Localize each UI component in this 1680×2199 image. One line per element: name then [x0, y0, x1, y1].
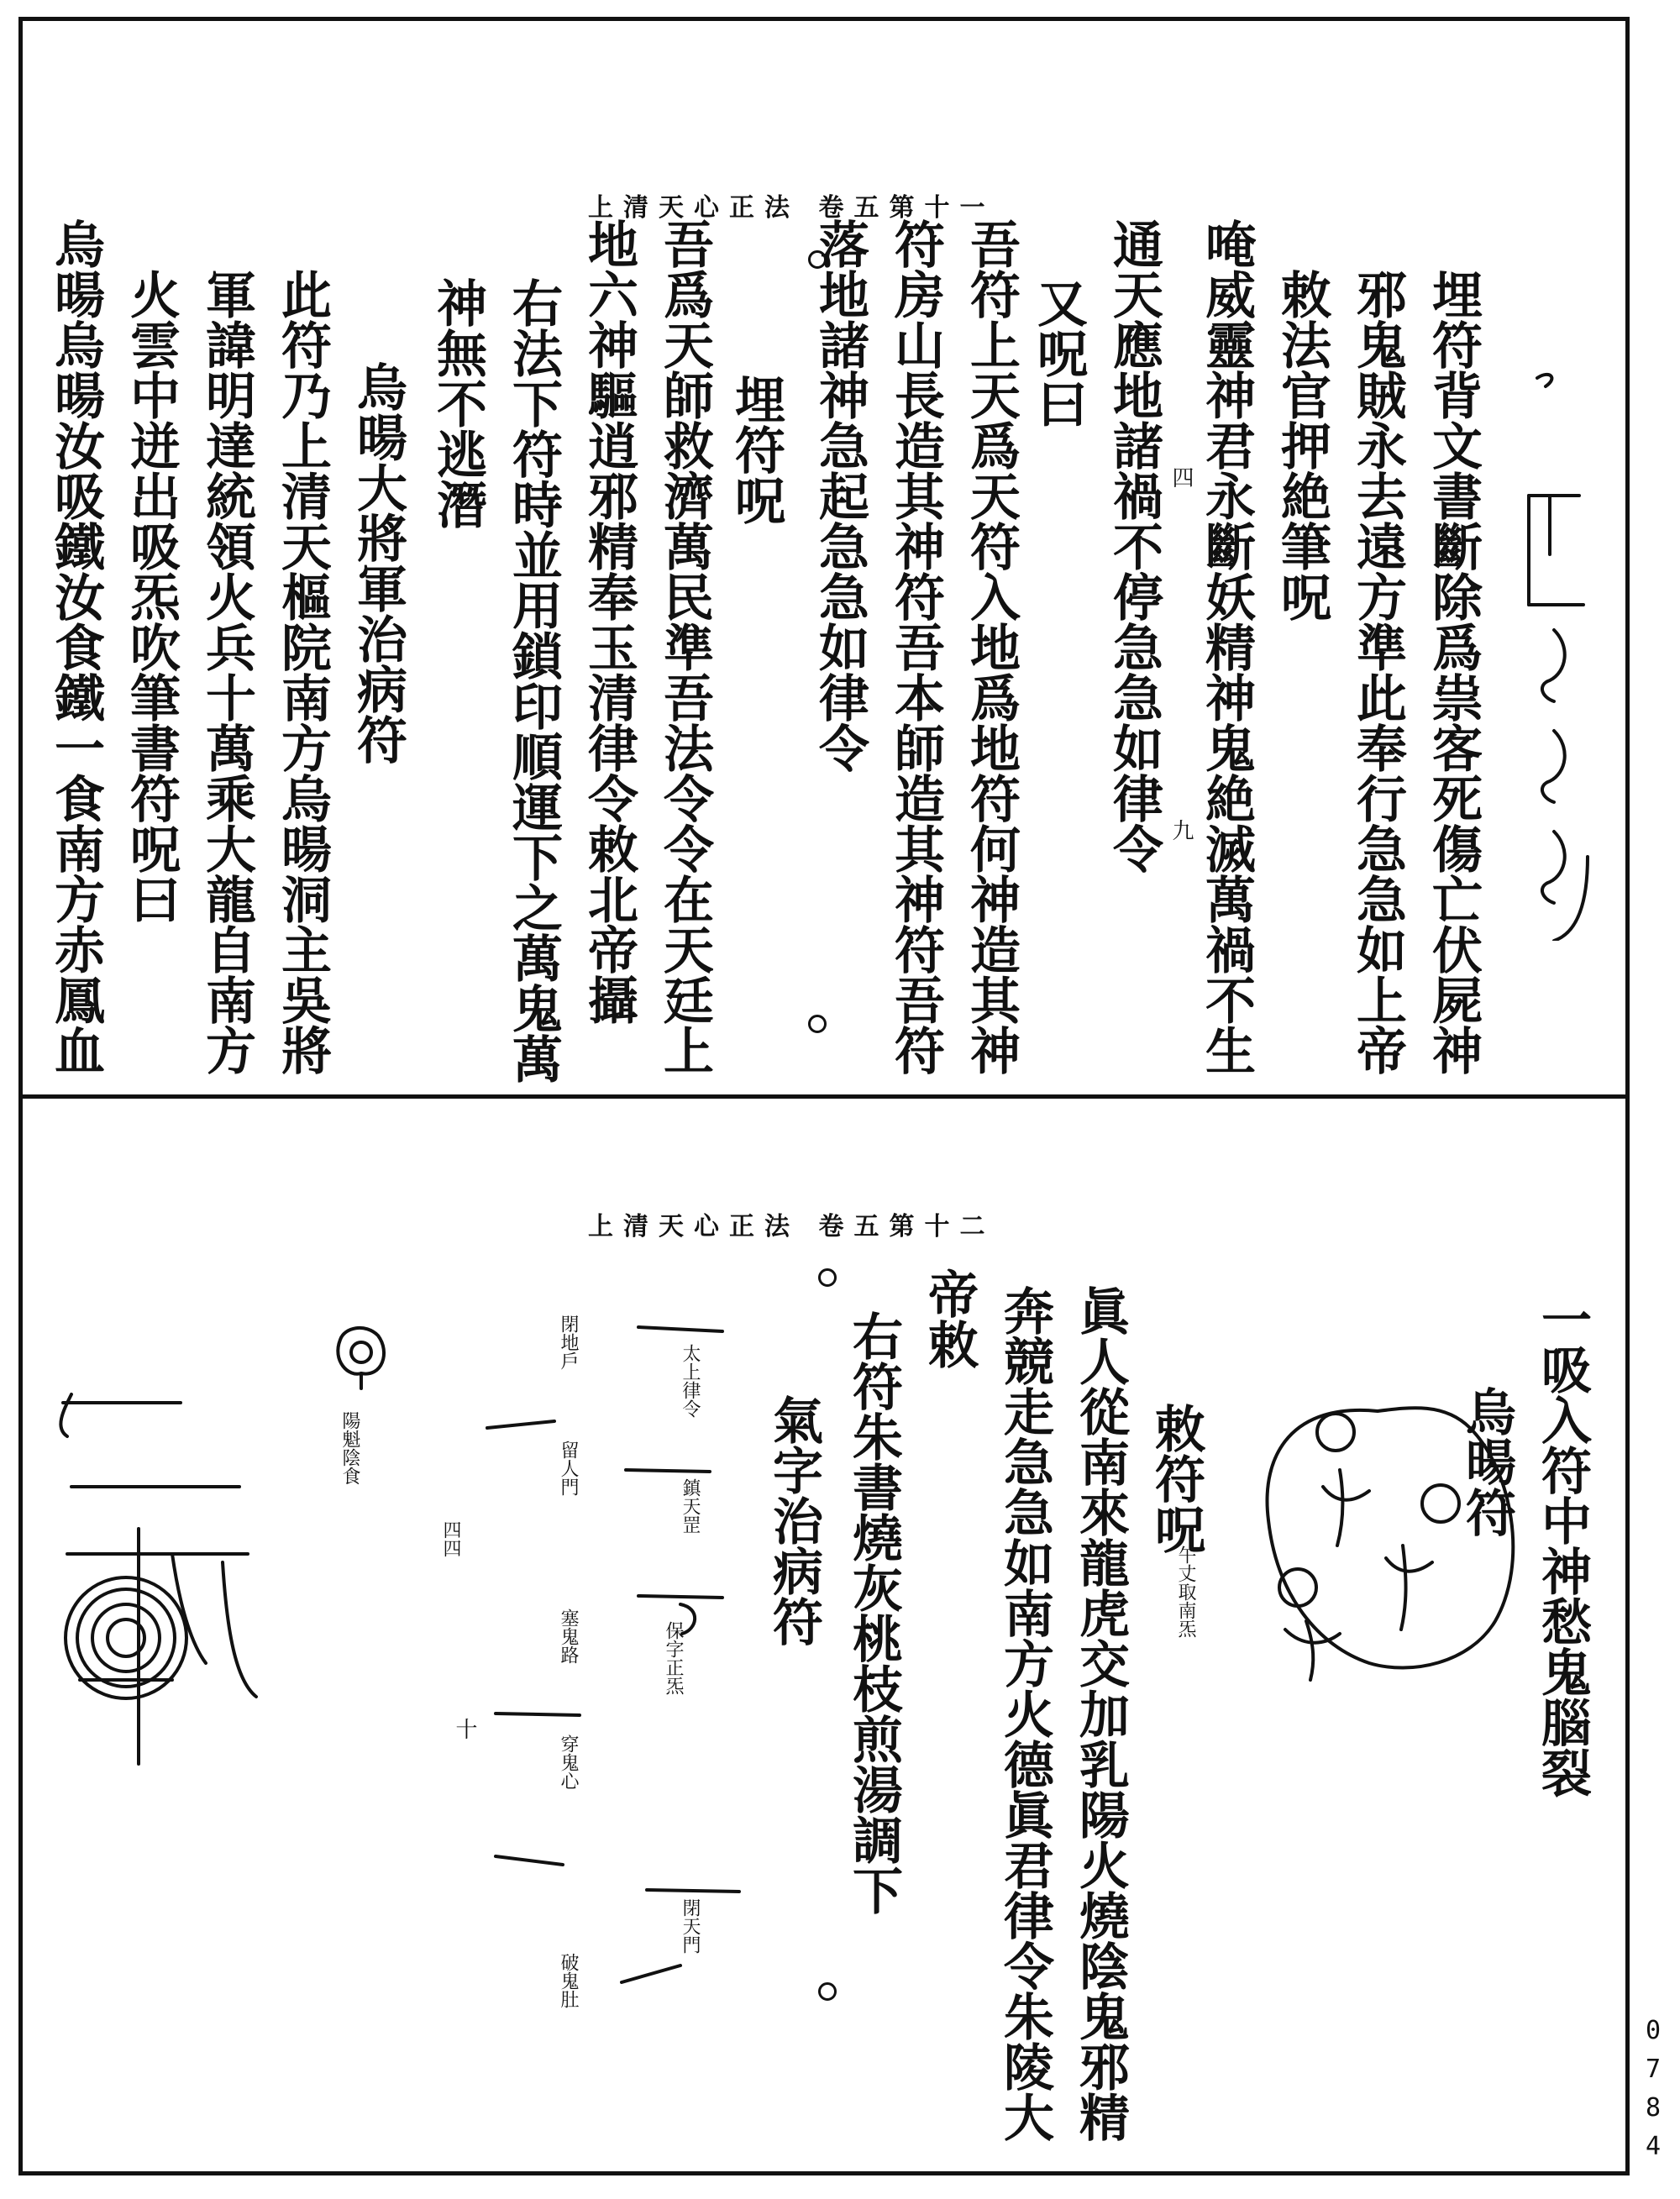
- text-column: 敕法官押絶筆呪: [1273, 269, 1331, 622]
- text-column: 此符乃上清天樞院南方烏暘洞主吳將: [273, 269, 332, 1075]
- annotation-note: 午丈取南炁: [1175, 1546, 1196, 1638]
- text-column: 吾爲天師救濟萬民準吾法令令在天廷上: [655, 218, 714, 1075]
- qi-character-talisman: [46, 1310, 265, 1781]
- text-column: 烏暘符: [1457, 1386, 1516, 1537]
- punctuation-circle: [808, 1015, 827, 1033]
- diagram-lines: [470, 1310, 756, 2024]
- punctuation-circle: [808, 250, 827, 269]
- text-column: 奔競走急急如南方火德眞君律令朱陵大: [995, 1285, 1054, 2142]
- text-column: 火雲中迸出吸炁吹筆書符呪曰: [122, 269, 181, 924]
- text-column: 一吸入符中神愁鬼腦裂: [1533, 1294, 1592, 1798]
- text-column: 氣字治病符: [764, 1394, 823, 1646]
- text-column: 又呪曰: [1029, 277, 1088, 428]
- text-column: 通天應地諸禍不停急急如律令: [1105, 218, 1163, 874]
- bottom-header: 上清天心正法 卷五第十二: [588, 1212, 995, 1241]
- text-column: 神無不逃潛: [428, 277, 487, 529]
- text-column: 地六神驅逍邪精奉玉清律令敕北帝攝: [580, 218, 638, 1025]
- text-column: 唵威靈神君永斷妖精神鬼絶滅萬禍不生: [1197, 218, 1256, 1075]
- seal-inscription: 陽魁陰食: [339, 1411, 360, 1485]
- diagram-label: 破鬼肚: [558, 1953, 579, 2008]
- diagram-label: 十: [452, 1718, 477, 1740]
- text-column: 埋符背文書斷除爲祟客死傷亡伏屍神: [1424, 269, 1483, 1075]
- diagram-label: 太上律令: [680, 1344, 701, 1418]
- text-column: 右符朱書燒灰桃枝煎湯調下: [844, 1310, 903, 1915]
- diagram-label: 保字正炁: [663, 1621, 684, 1695]
- punctuation-circle: [818, 1268, 837, 1287]
- annotation-note: 四: [1168, 466, 1194, 488]
- crow-talisman: [1243, 1378, 1546, 1714]
- text-column: 帝敕: [920, 1268, 979, 1369]
- page-number: 0 7 8 4: [1645, 2016, 1662, 2161]
- small-seal-talisman: [323, 1315, 399, 1390]
- text-column: 軍諱明達統領火兵十萬乘大龍自南方: [197, 269, 256, 1075]
- diagram-label: 閉地戶: [558, 1315, 579, 1370]
- diagram-label: 穿鬼心: [558, 1735, 579, 1790]
- text-column: 邪鬼賊永去遠方準此奉行急急如上帝: [1348, 269, 1407, 1075]
- diagram-label: 留人門: [558, 1441, 579, 1496]
- diagram-label: 閉天門: [680, 1898, 701, 1954]
- annotation-note: 九: [1168, 819, 1194, 841]
- panel-divider: [18, 1094, 1630, 1099]
- talisman-glyph-top: [1504, 353, 1604, 941]
- text-column: 烏暘大將軍治病符: [349, 361, 407, 764]
- text-column: 眞人從南來龍虎交加乳陽火燒陰鬼邪精: [1071, 1285, 1130, 2142]
- punctuation-circle: [818, 1982, 837, 2001]
- diagram-label: 四四: [440, 1520, 461, 1557]
- text-column: 吾符上天爲天符入地爲地符何神造其神: [962, 218, 1021, 1075]
- text-column: 右法下符時並用鎖印順運下之萬鬼萬: [504, 277, 563, 1084]
- text-column: 符房山長造其神符吾本師造其神符吾符: [886, 218, 945, 1075]
- diagram-label: 塞鬼路: [558, 1609, 579, 1664]
- top-header: 上清天心正法 卷五第十一: [588, 193, 995, 223]
- text-column: 落地諸神急起急急如律令: [811, 218, 869, 773]
- text-column: 敕符呪: [1147, 1403, 1205, 1554]
- diagram-label: 鎮天罡: [680, 1478, 701, 1534]
- text-column: 烏暘烏暘汝吸鐵汝食鐵一食南方赤鳳血: [46, 218, 105, 1075]
- text-column: 埋符呪: [727, 374, 785, 525]
